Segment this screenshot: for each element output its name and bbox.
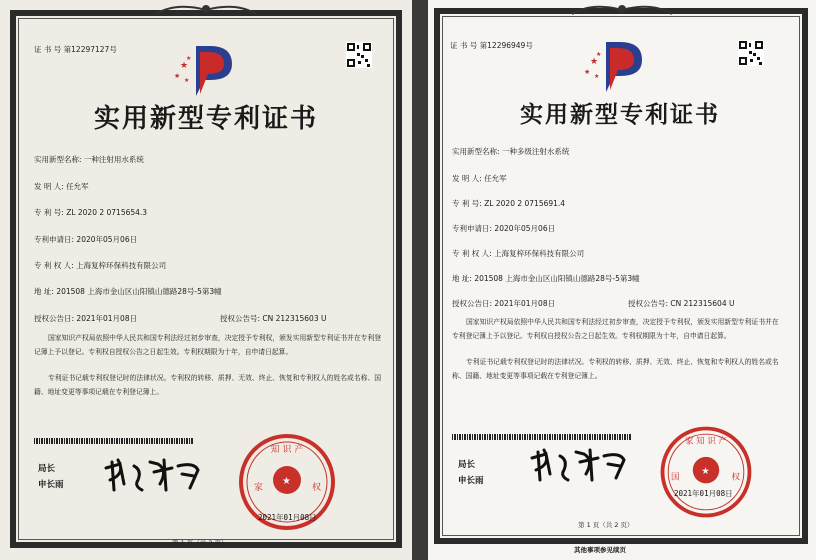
cnipa-logo bbox=[170, 38, 240, 102]
field-value: 一种多级注射水系统 bbox=[501, 147, 570, 156]
svg-text:知 识 产: 知 识 产 bbox=[270, 445, 304, 455]
patent-number bbox=[452, 198, 565, 209]
field-label: 发 明 人: bbox=[34, 182, 64, 191]
application-date bbox=[34, 234, 137, 245]
signatory-title: 局长 bbox=[38, 464, 56, 474]
certificate-number: 证 书 号 第12296949号 bbox=[450, 41, 533, 50]
field-value: 上海复梓环保科技有限公司 bbox=[494, 249, 585, 258]
field-value: 201508 上海市金山区山阳镇山德路28号-5第3幢 bbox=[474, 274, 640, 283]
cnipa-logo bbox=[580, 34, 650, 98]
qr-code bbox=[738, 40, 764, 66]
svg-text:★: ★ bbox=[184, 77, 190, 84]
field-label: 地 址: bbox=[34, 287, 54, 296]
qr-code bbox=[346, 42, 372, 68]
field-value: ZL 2020 2 0715691.4 bbox=[484, 199, 566, 208]
address bbox=[34, 286, 222, 297]
svg-text:★: ★ bbox=[701, 465, 710, 477]
certificate-title: 实用新型专利证书 bbox=[94, 104, 319, 134]
svg-text:★: ★ bbox=[590, 57, 599, 67]
field-label: 专 利 号: bbox=[34, 208, 64, 217]
official-seal bbox=[654, 424, 758, 520]
signatory-name: 申长雨 bbox=[38, 480, 64, 490]
utility-model-name bbox=[34, 154, 144, 165]
svg-text:权: 权 bbox=[312, 483, 322, 493]
legal-paragraph-1: 国家知识产权局依照中华人民共和国专利法经过初步审查，决定授予专利权，颁发实用新型专利证书并在专利登记簿上予以登记。专利权自授权公告之日起生效。专利权期限为十年，自申请日起算。 bbox=[452, 318, 779, 340]
svg-text:★: ★ bbox=[282, 476, 291, 487]
certificate-right bbox=[428, 0, 816, 560]
field-value: 2020年05月06日 bbox=[494, 224, 556, 233]
page-indicator: 第 1 页（共 2 页） bbox=[172, 539, 228, 547]
grant-date bbox=[452, 298, 555, 309]
field-value: 201508 上海市金山区山阳镇山德路28号-5第3幢 bbox=[56, 287, 222, 296]
legal-paragraph-1: 国家知识产权局依照中华人民共和国专利法经过初步审查，决定授予专利权，颁发实用新型专利证书并在专利登记簿上予以登记。专利权自授权公告之日起生效。专利权期限为十年，自申请日起算。 bbox=[34, 334, 382, 356]
top-ornament bbox=[146, 2, 266, 18]
svg-text:★: ★ bbox=[180, 61, 189, 71]
field-value: 一种注射用水系统 bbox=[83, 155, 144, 164]
field-label: 授权公告日: bbox=[34, 314, 75, 323]
svg-text:★: ★ bbox=[186, 55, 192, 62]
field-value: 任允军 bbox=[66, 182, 89, 191]
svg-text:家 知 识 产: 家 知 识 产 bbox=[684, 436, 728, 447]
legal-paragraph-2: 专利证书记载专利权登记时的法律状况。专利权的转移、质押、无效、终止、恢复和专利权人的姓名或名称、国籍、地址变更等事项记载在专利登记簿上。 bbox=[452, 358, 779, 380]
director-signature bbox=[524, 440, 634, 490]
field-value: 2021年01月08日 bbox=[76, 314, 138, 323]
svg-text:★: ★ bbox=[594, 73, 600, 80]
field-label: 专 利 权 人: bbox=[452, 249, 492, 258]
grant-publication-number: 授权公告号: CN 212315603 U bbox=[220, 314, 327, 323]
field-label: 实用新型名称: bbox=[34, 155, 82, 164]
field-value: 2021年01月08日 bbox=[494, 299, 556, 308]
grant-publication-number: 授权公告号: CN 212315604 U bbox=[628, 299, 735, 308]
address bbox=[452, 273, 640, 284]
svg-text:★: ★ bbox=[174, 72, 181, 80]
certificate-number: 证 书 号 第12297127号 bbox=[34, 45, 117, 54]
director-signature bbox=[98, 450, 208, 500]
certificate-title: 实用新型专利证书 bbox=[520, 101, 720, 128]
field-label: 发 明 人: bbox=[452, 174, 482, 183]
field-value: 2020年05月06日 bbox=[76, 235, 138, 244]
field-value: 上海复梓环保科技有限公司 bbox=[76, 261, 167, 270]
field-value: ZL 2020 2 0715654.3 bbox=[66, 208, 148, 217]
field-label: 专 利 号: bbox=[452, 199, 482, 208]
inventor bbox=[34, 181, 89, 192]
field-label: 地 址: bbox=[452, 274, 472, 283]
svg-text:权: 权 bbox=[731, 472, 741, 483]
svg-text:国: 国 bbox=[671, 472, 680, 483]
continuation-note: 其他事项参见续页 bbox=[574, 546, 626, 554]
grant-date bbox=[34, 313, 137, 324]
patent-number bbox=[34, 207, 147, 218]
field-label: 实用新型名称: bbox=[452, 147, 500, 156]
seal-date: 2021年01月08日 bbox=[258, 513, 317, 522]
patentee bbox=[34, 260, 166, 271]
field-label: 授权公告日: bbox=[452, 299, 493, 308]
signatory-name: 申长雨 bbox=[458, 476, 484, 486]
svg-text:家: 家 bbox=[254, 483, 264, 493]
patentee bbox=[452, 248, 584, 259]
inventor bbox=[452, 173, 507, 184]
field-label: 专利申请日: bbox=[34, 235, 75, 244]
field-label: 专 利 权 人: bbox=[34, 261, 74, 270]
svg-text:★: ★ bbox=[584, 68, 591, 76]
page-indicator: 第 1 页（共 2 页） bbox=[578, 521, 634, 529]
top-ornament bbox=[562, 2, 682, 18]
barcode bbox=[34, 438, 194, 444]
application-date bbox=[452, 223, 555, 234]
signatory-title: 局长 bbox=[458, 460, 476, 470]
legal-paragraph-2: 专利证书记载专利权登记时的法律状况。专利权的转移、质押、无效、终止、恢复和专利权人的姓名或名称、国籍、地址变更等事项记载在专利登记簿上。 bbox=[34, 374, 382, 396]
field-value: 任允军 bbox=[484, 174, 507, 183]
seal-date: 2021年01月08日 bbox=[674, 489, 733, 498]
field-label: 专利申请日: bbox=[452, 224, 493, 233]
utility-model-name bbox=[452, 146, 569, 157]
svg-text:★: ★ bbox=[596, 51, 602, 58]
